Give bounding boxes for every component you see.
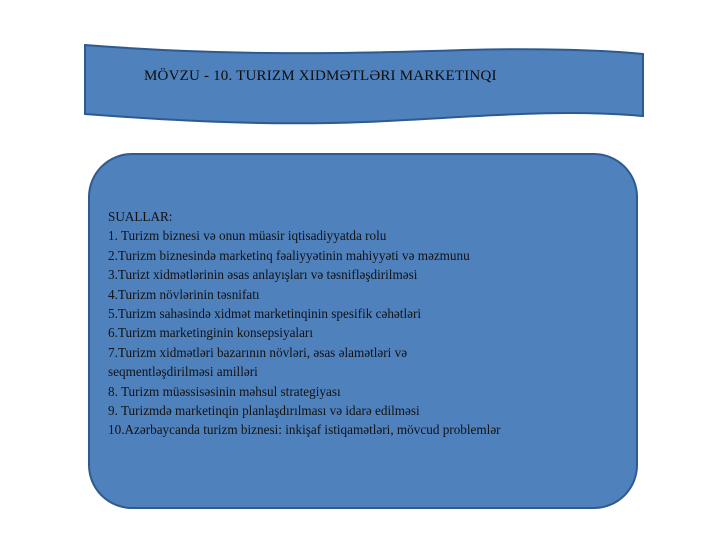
title-banner [84,44,644,128]
question-item: 1. Turizm biznesi və onun müasir iqtisadiyyatda rolu [108,228,387,244]
questions-list [108,207,501,440]
question-item: 7.Turizm xidmətləri bazarının növləri, əsas əlamətləri və [108,344,408,360]
page-title: MÖVZU - 10. TURIZM XIDMƏTLƏRI MARKETINQI [144,68,497,84]
question-item: 10.Azərbaycanda turizm biznesi: inkişaf istiqamətləri, mövcud problemlər [108,422,501,438]
question-item: 8. Turizm müəssisəsinin məhsul strategiyası [108,383,341,399]
questions-box [88,153,638,509]
question-item: seqmentləşdirilməsi amilləri [108,364,258,380]
question-item: 4.Turizm növlərinin təsnifatı [108,286,260,302]
questions-heading: SUALLAR: [108,209,173,224]
question-item: 5.Turizm sahəsində xidmət marketinqinin spesifik cəhətləri [108,306,422,322]
question-item: 2.Turizm biznesində marketinq fəaliyyətinin mahiyyəti və məzmunu [108,247,470,263]
title-banner-shape [84,44,644,128]
question-item: 6.Turizm marketinginin konsepsiyaları [108,325,313,341]
question-item: 9. Turizmdə marketinqin planlaşdırılması və idarə edilməsi [108,403,420,419]
question-item: 3.Turizt xidmətlərinin əsas anlayışları və təsnifləşdirilməsi [108,267,418,283]
